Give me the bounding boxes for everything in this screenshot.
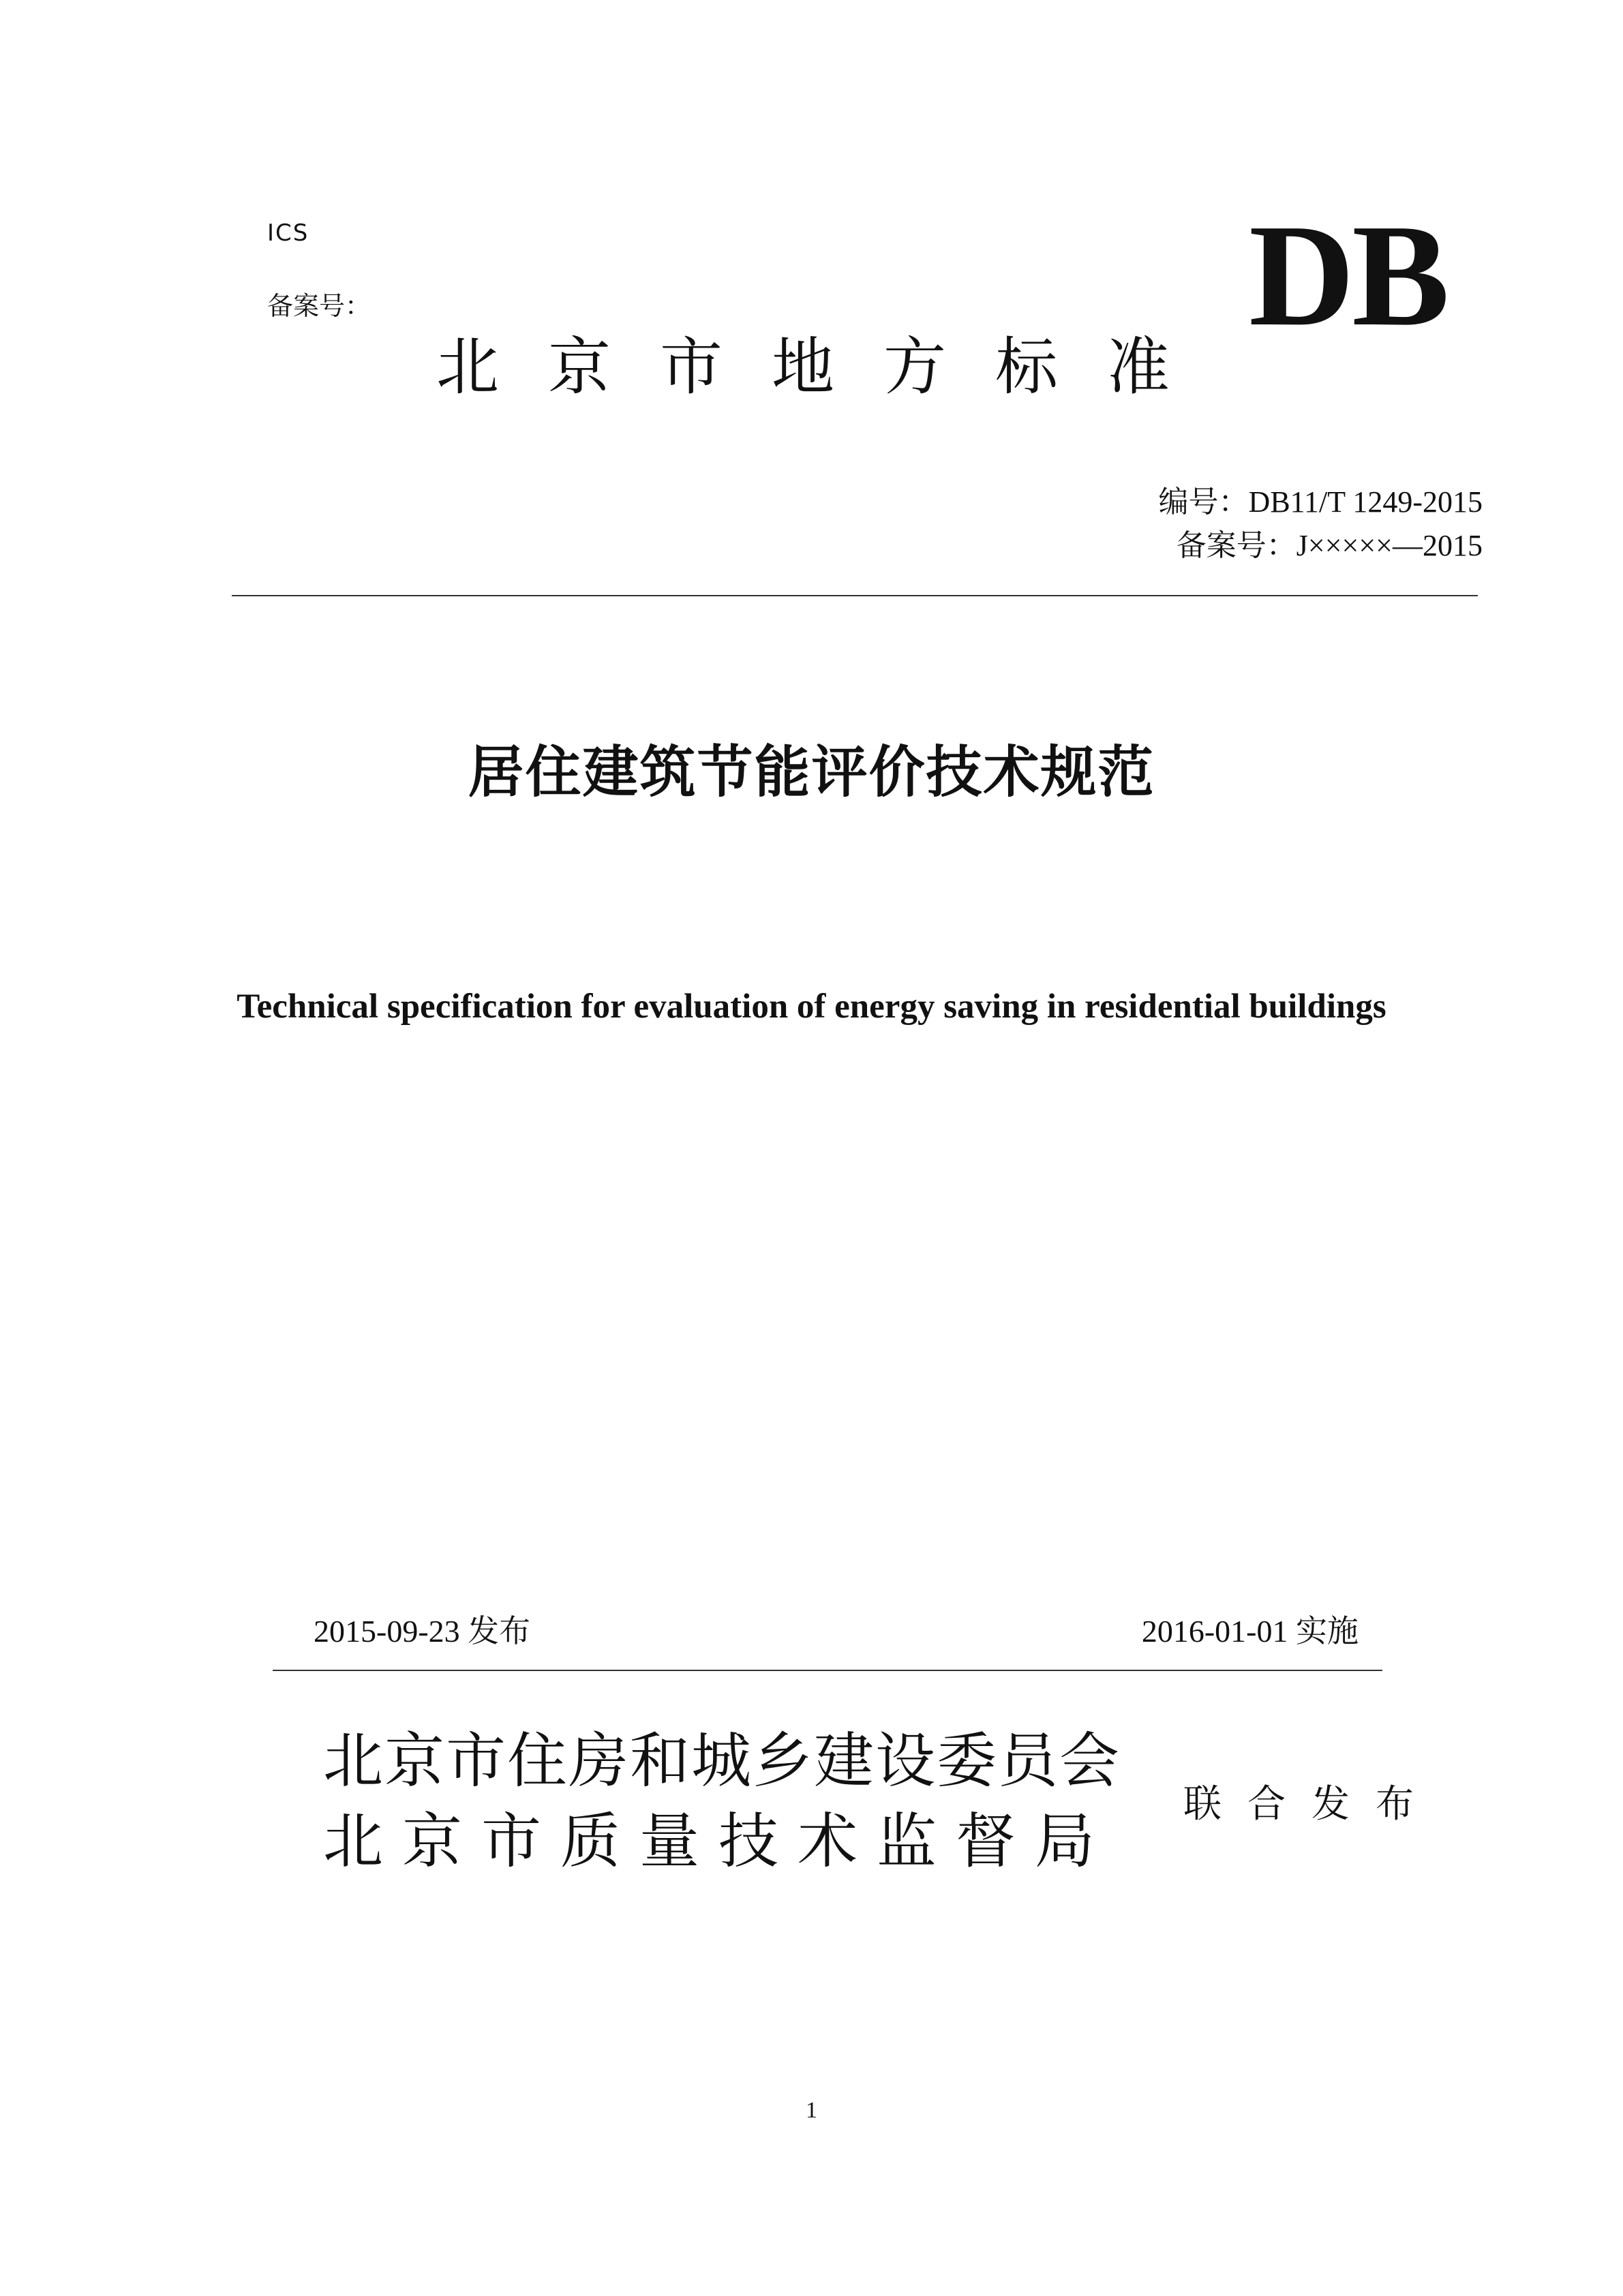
issuer-quality-bureau: 北京市质量技术监督局 xyxy=(323,1806,1114,1876)
filing-label: 备案号： xyxy=(267,291,371,321)
db-logo: DB xyxy=(1249,194,1447,356)
page-number: 1 xyxy=(806,2098,817,2123)
joint-issue-label: 联合发布 xyxy=(1183,1782,1440,1826)
standard-filing-number: 备案号：J×××××—2015 xyxy=(1176,529,1483,562)
issue-date: 2015-09-23 发布 xyxy=(314,1614,531,1649)
bottom-divider xyxy=(273,1670,1382,1671)
chinese-title: 居住建筑节能评价技术规范 xyxy=(468,740,1155,805)
standard-type-heading: 北京市地方标准 xyxy=(436,331,1219,403)
issuer-housing-commission: 北京市住房和城乡建设委员会 xyxy=(323,1726,1121,1796)
standard-number: 编号：DB11/T 1249-2015 xyxy=(1158,485,1483,519)
top-divider xyxy=(232,595,1478,596)
ics-label: ICS xyxy=(267,219,309,247)
english-title: Technical specification for evaluation of energy saving in residential buildings xyxy=(237,988,1386,1026)
effective-date: 2016-01-01 实施 xyxy=(1141,1614,1359,1649)
